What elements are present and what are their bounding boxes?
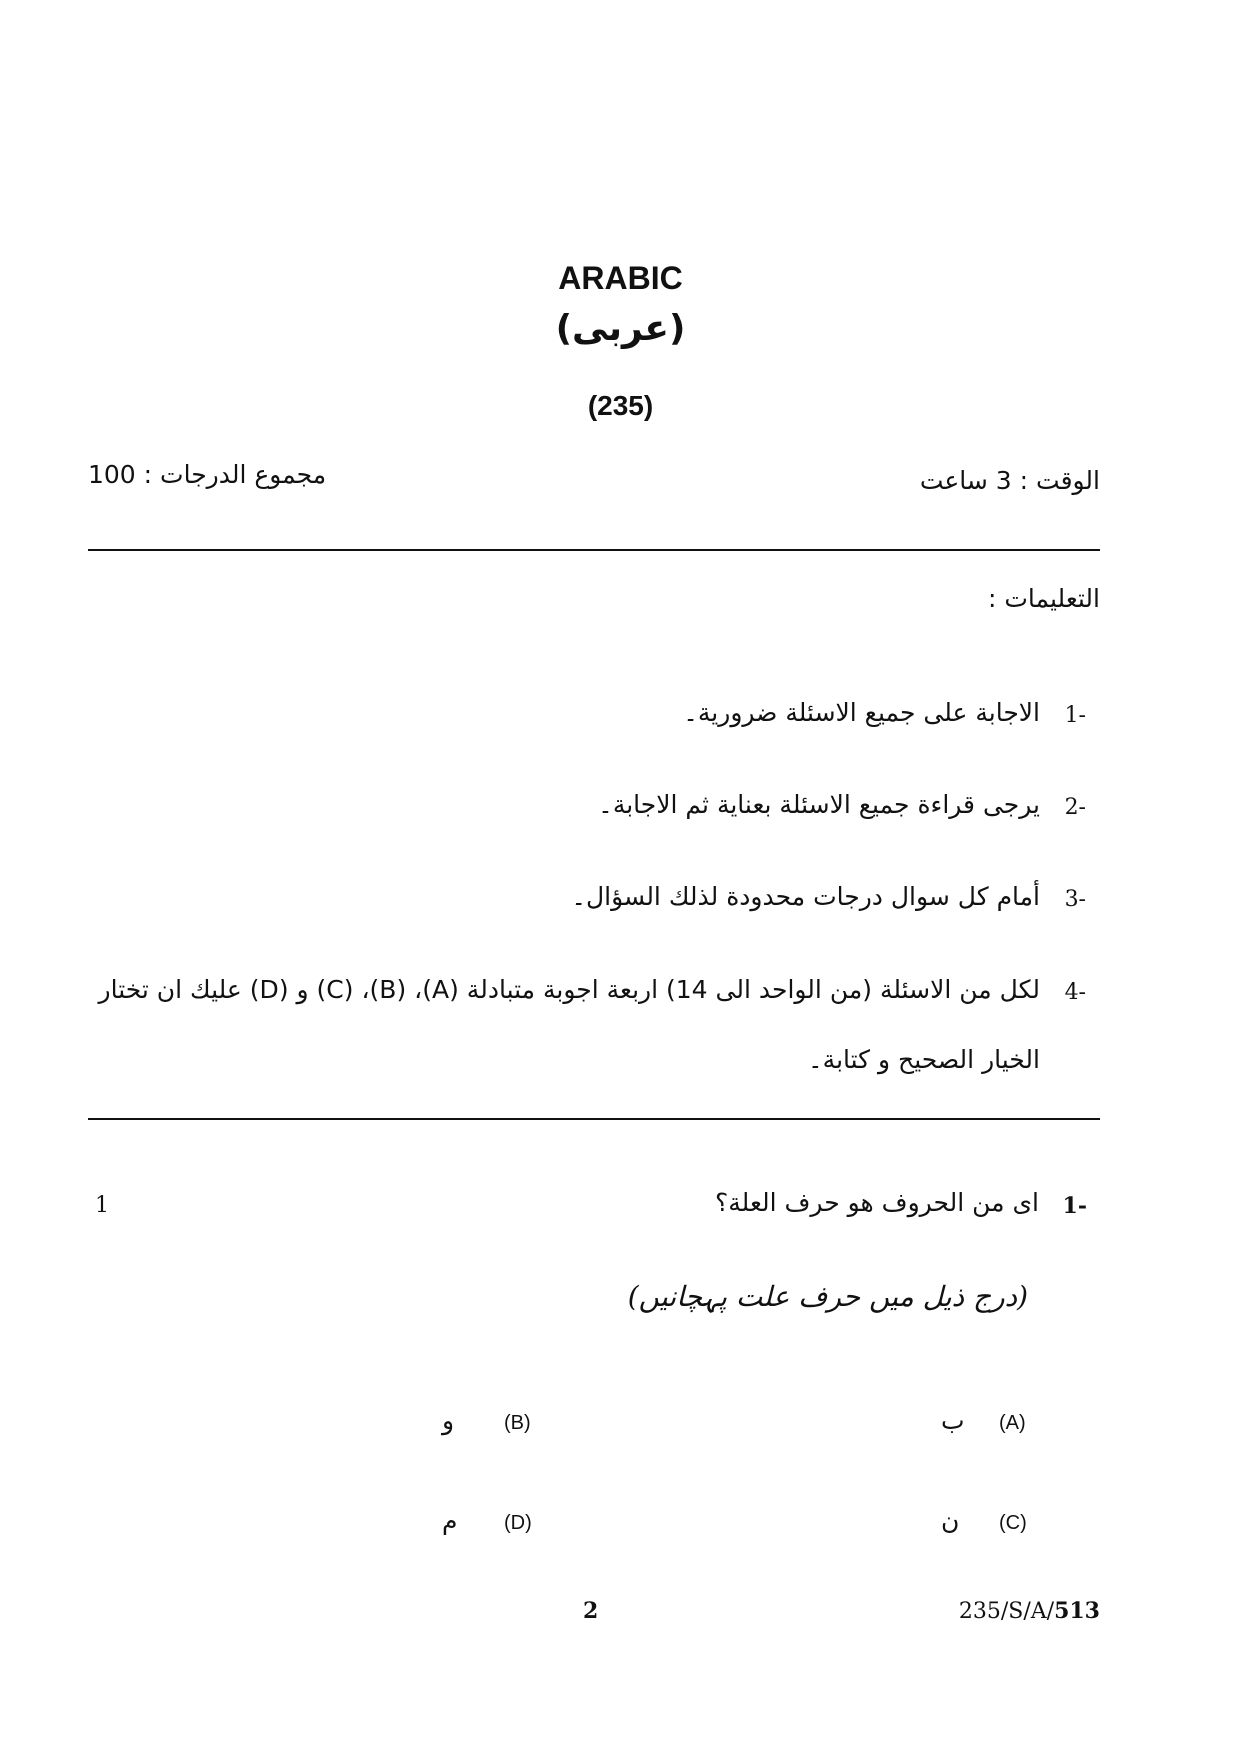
option-b-label: (B) bbox=[504, 1412, 531, 1434]
instruction-text: يرجى قراءة جميع الاسئلة بعناية ثم الاجابة۔ bbox=[598, 790, 1040, 819]
total-marks: مجموع الدرجات : 100 bbox=[88, 460, 327, 489]
question-text: اى من الحروف هو حرف العلة؟ bbox=[715, 1188, 1039, 1217]
exam-time: الوقت : 3 ساعت bbox=[919, 466, 1100, 495]
subject-title-en: ARABIC bbox=[558, 260, 683, 296]
question-number: 1- bbox=[1062, 1193, 1087, 1219]
instruction-number: 3- bbox=[1064, 887, 1086, 912]
instruction-text: لكل من الاسئلة (من الواحد الى 14) اربعة اجوبة متبادلة (A)، (B)، (C) و (D) عليك ان تختار bbox=[98, 975, 1040, 1004]
instruction-text: الاجابة على جميع الاسئلة ضرورية۔ bbox=[683, 698, 1040, 727]
paper-code bbox=[959, 1598, 1100, 1624]
page-number: 2 bbox=[583, 1598, 599, 1624]
paper-code-prefix: 235/S/A/ bbox=[958, 1599, 1055, 1624]
subject-title-ar: (عربى) bbox=[555, 308, 686, 349]
option-d-value: م bbox=[442, 1506, 458, 1535]
option-a-label: (A) bbox=[999, 1412, 1026, 1434]
question-marks: 1 bbox=[95, 1193, 109, 1218]
option-b-value: و bbox=[442, 1406, 455, 1435]
instruction-number: 4- bbox=[1064, 980, 1086, 1005]
header-divider bbox=[88, 549, 1100, 551]
paper-code-suffix: 513 bbox=[1054, 1598, 1100, 1624]
option-d-label: (D) bbox=[504, 1512, 532, 1534]
instruction-text-continued: الخيار الصحيح و كتابة۔ bbox=[808, 1045, 1040, 1074]
subject-code: (235) bbox=[587, 390, 654, 421]
option-a-value: ب bbox=[941, 1406, 965, 1435]
option-c-label: (C) bbox=[999, 1512, 1027, 1534]
instruction-text: أمام كل سوال درجات محدودة لذلك السؤال۔ bbox=[571, 882, 1040, 911]
question-urdu-translation: (درج ذیل میں حرف علت پہچانیں) bbox=[627, 1280, 1028, 1313]
option-c-value: ن bbox=[941, 1506, 960, 1535]
instructions-divider bbox=[88, 1118, 1100, 1120]
instruction-number: 1- bbox=[1064, 703, 1086, 728]
instructions-heading: التعليمات : bbox=[988, 584, 1100, 613]
instruction-number: 2- bbox=[1064, 795, 1086, 820]
